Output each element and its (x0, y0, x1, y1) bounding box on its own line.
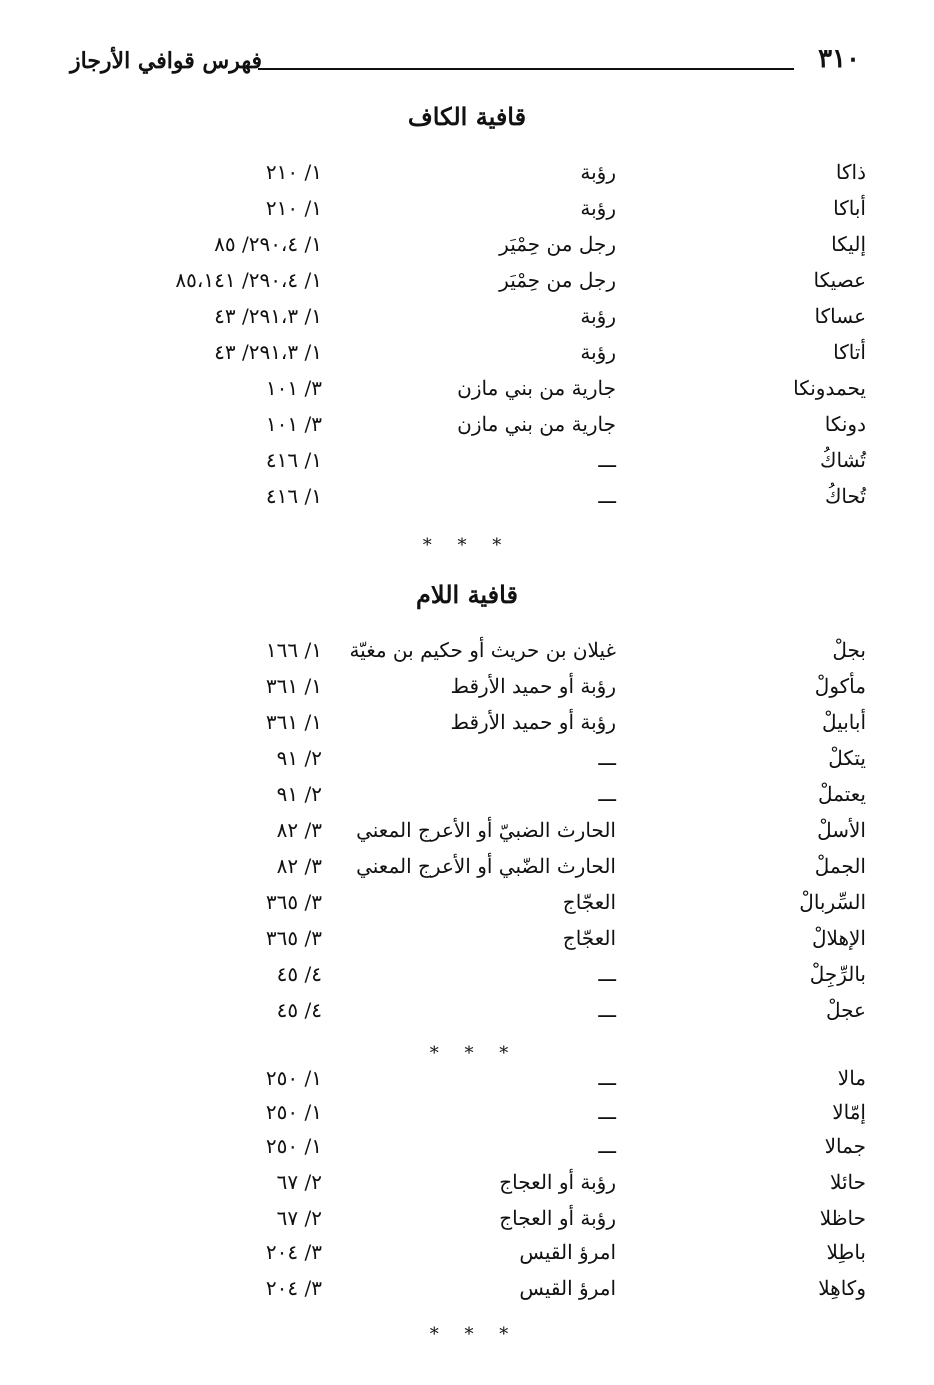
table-row (0, 1276, 934, 1312)
poet-name: رؤبة أو العجاج (499, 1170, 616, 1194)
poet-name: العجّاج (562, 926, 616, 950)
poet-name: رؤبة (580, 304, 616, 328)
volume-page-ref: ٤/ ٤٥ (276, 998, 322, 1022)
rhyme-word: عصيكا (813, 268, 866, 292)
volume-page-ref: ١/ ٢٩٠،٤/ ٨٥ (214, 232, 322, 256)
poet-name: ـــ (598, 1100, 616, 1124)
volume-page-ref: ٣/ ١٠١ (265, 376, 322, 400)
poet-name: ـــ (598, 484, 616, 508)
table-row (0, 638, 934, 674)
table-row (0, 1100, 934, 1136)
header-rule (258, 68, 794, 70)
section-separator: * * * (422, 535, 512, 556)
volume-page-ref: ١/ ٢٩٠،٤/ ٨٥،١٤١ (175, 268, 322, 292)
rhyme-word: يعتملْ (818, 782, 866, 806)
volume-page-ref: ٣/ ١٠١ (265, 412, 322, 436)
volume-page-ref: ١/ ٣٦١ (265, 710, 322, 734)
rhyme-word: عساكا (814, 304, 866, 328)
section-title-lam: قافية اللام (416, 580, 518, 609)
volume-page-ref: ٣/ ٢٠٤ (265, 1276, 322, 1300)
rhyme-word: بجلْ (832, 638, 866, 662)
table-row (0, 484, 934, 520)
table-row (0, 1170, 934, 1206)
rhyme-word: مالا (837, 1066, 866, 1090)
table-row (0, 1206, 934, 1242)
rhyme-word: السِّربالْ (799, 890, 866, 914)
rhyme-word: الأسلْ (817, 818, 866, 842)
section-separator: * * * (429, 1324, 519, 1345)
table-row (0, 782, 934, 818)
poet-name: امرؤ القيس (519, 1276, 616, 1300)
poet-name: رجل من حِمْيَر (499, 268, 616, 292)
rhyme-word: عجلْ (826, 998, 866, 1022)
volume-page-ref: ٢/ ٩١ (276, 782, 322, 806)
volume-page-ref: ٢/ ٦٧ (276, 1206, 322, 1230)
rhyme-word: ذاكا (835, 160, 866, 184)
poet-name: ـــ (598, 782, 616, 806)
table-row (0, 1066, 934, 1102)
table-row (0, 160, 934, 196)
rhyme-word: تُحاكُ (824, 484, 866, 508)
rhyme-word: مأكولْ (814, 674, 866, 698)
rhyme-word: الجملْ (814, 854, 866, 878)
poet-name: رؤبة أو حميد الأرقط (450, 710, 616, 734)
table-row (0, 304, 934, 340)
volume-page-ref: ١/ ٢١٠ (265, 160, 322, 184)
poet-name: ـــ (598, 962, 616, 986)
table-row (0, 998, 934, 1034)
poet-name: ـــ (598, 1066, 616, 1090)
poet-name: ـــ (598, 448, 616, 472)
poet-name: رؤبة أو حميد الأرقط (450, 674, 616, 698)
poet-name: رجل من حِمْيَر (499, 232, 616, 256)
volume-page-ref: ٢/ ٦٧ (276, 1170, 322, 1194)
poet-name: جارية من بني مازن (457, 376, 616, 400)
volume-page-ref: ٣/ ٢٠٤ (265, 1240, 322, 1264)
section-title-kaf: قافية الكاف (407, 102, 527, 131)
rhyme-word: أباكا (833, 196, 866, 220)
rhyme-word: تُشاكُ (820, 448, 866, 472)
page-header (70, 44, 860, 84)
rhyme-word: جمالا (824, 1134, 866, 1158)
poet-name: رؤبة (580, 340, 616, 364)
poet-name: الحارث الضّبي أو الأعرج المعني (356, 854, 616, 878)
table-row (0, 926, 934, 962)
rhyme-word: إمّالا (832, 1100, 866, 1124)
volume-page-ref: ١/ ٢٩١،٣/ ٤٣ (214, 340, 322, 364)
poet-name: امرؤ القيس (519, 1240, 616, 1264)
rhyme-word: يتكلْ (828, 746, 866, 770)
volume-page-ref: ١/ ١٦٦ (265, 638, 322, 662)
running-title: فهرس قوافي الأرجاز (70, 48, 263, 74)
volume-page-ref: ١/ ٢٩١،٣/ ٤٣ (214, 304, 322, 328)
rhyme-word: يحمدونكا (793, 376, 866, 400)
volume-page-ref: ١/ ٣٦١ (265, 674, 322, 698)
rhyme-word: أتاكا (833, 340, 866, 364)
volume-page-ref: ٣/ ٣٦٥ (265, 890, 322, 914)
volume-page-ref: ١/ ٤١٦ (265, 448, 322, 472)
volume-page-ref: ١/ ٤١٦ (265, 484, 322, 508)
table-row (0, 854, 934, 890)
table-row (0, 448, 934, 484)
volume-page-ref: ١/ ٢١٠ (265, 196, 322, 220)
poet-name: ـــ (598, 1134, 616, 1158)
rhyme-word: دونكا (824, 412, 866, 436)
volume-page-ref: ٣/ ٣٦٥ (265, 926, 322, 950)
poet-name: رؤبة أو العجاج (499, 1206, 616, 1230)
volume-page-ref: ٣/ ٨٢ (276, 818, 322, 842)
table-row (0, 268, 934, 304)
rhyme-word: حائلا (830, 1170, 866, 1194)
volume-page-ref: ٣/ ٨٢ (276, 854, 322, 878)
section-separator: * * * (429, 1043, 519, 1064)
table-row (0, 196, 934, 232)
table-row (0, 962, 934, 998)
poet-name: العجّاج (562, 890, 616, 914)
poet-name: جارية من بني مازن (457, 412, 616, 436)
table-row (0, 376, 934, 412)
rhyme-word: أبابيلْ (822, 710, 866, 734)
poet-name: ـــ (598, 746, 616, 770)
poet-name: رؤبة (580, 160, 616, 184)
poet-name: غيلان بن حريث أو حكيم بن مغيّة (349, 638, 616, 662)
volume-page-ref: ١/ ٢٥٠ (265, 1100, 322, 1124)
rhyme-word: الإهلالْ (812, 926, 866, 950)
poet-name: الحارث الضبيّ أو الأعرج المعني (356, 818, 616, 842)
table-row (0, 340, 934, 376)
table-row (0, 710, 934, 746)
table-row (0, 890, 934, 926)
table-row (0, 1240, 934, 1276)
page-number: ٣١٠ (818, 44, 860, 74)
rhyme-word: بالرِّجِلْ (809, 962, 866, 986)
table-row (0, 232, 934, 268)
poet-name: ـــ (598, 998, 616, 1022)
volume-page-ref: ١/ ٢٥٠ (265, 1134, 322, 1158)
table-row (0, 1134, 934, 1170)
rhyme-word: وكاهِلا (818, 1276, 866, 1300)
volume-page-ref: ١/ ٢٥٠ (265, 1066, 322, 1090)
table-row (0, 746, 934, 782)
volume-page-ref: ٤/ ٤٥ (276, 962, 322, 986)
rhyme-word: إليكا (831, 232, 866, 256)
rhyme-word: باطِلا (826, 1240, 866, 1264)
poet-name: رؤبة (580, 196, 616, 220)
table-row (0, 818, 934, 854)
table-row (0, 674, 934, 710)
volume-page-ref: ٢/ ٩١ (276, 746, 322, 770)
table-row (0, 412, 934, 448)
rhyme-word: حاظلا (819, 1206, 866, 1230)
